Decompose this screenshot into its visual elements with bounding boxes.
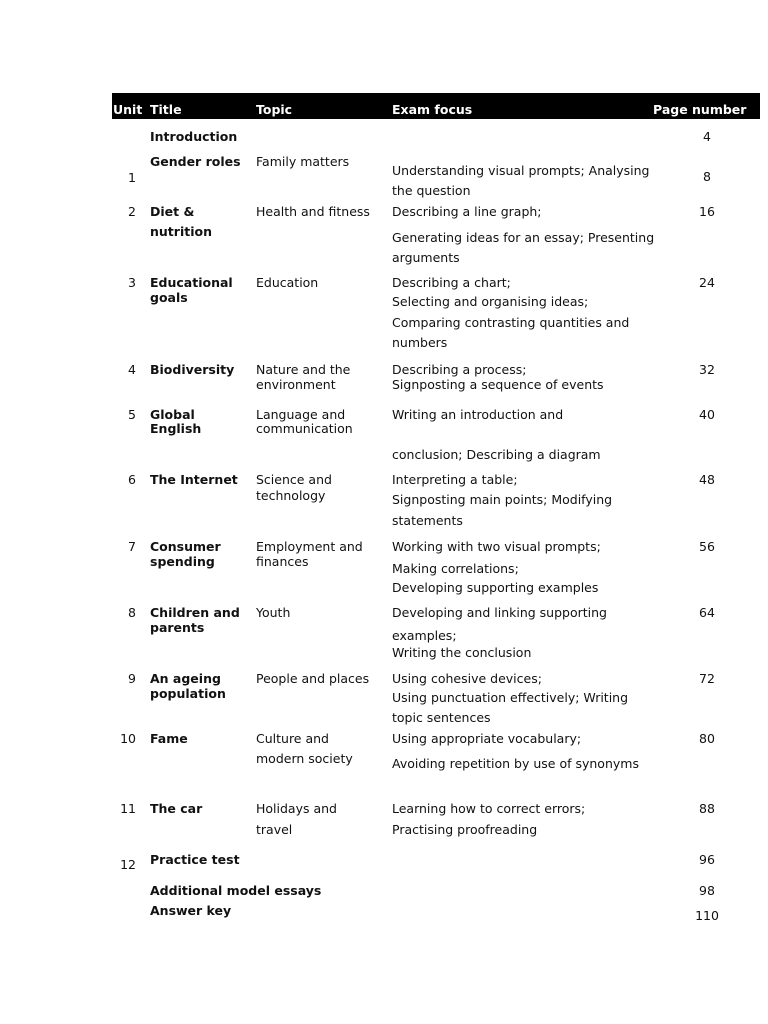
- exam-focus-line: Writing an introduction and: [392, 407, 564, 422]
- exam-focus-line: conclusion; Describing a diagram: [392, 447, 601, 462]
- unit-topic-cont: travel: [256, 822, 293, 837]
- unit-title: Children and: [150, 605, 240, 620]
- exam-focus-line: Describing a line graph;: [392, 204, 542, 219]
- exam-focus-line: Understanding visual prompts; Analysing: [392, 163, 650, 178]
- exam-focus-line: arguments: [392, 250, 460, 265]
- unit-topic: Nature and the: [256, 362, 351, 377]
- unit-number: 11: [120, 801, 136, 816]
- unit-topic-cont: finances: [256, 554, 309, 569]
- unit-number: 4: [128, 362, 136, 377]
- page-number: 88: [699, 801, 715, 816]
- exam-focus-line: Using appropriate vocabulary;: [392, 731, 582, 746]
- unit-title-cont: population: [150, 686, 226, 701]
- unit-number: 7: [128, 539, 136, 554]
- unit-topic: Family matters: [256, 154, 350, 169]
- page-number: 24: [699, 275, 715, 290]
- unit-title-cont: parents: [150, 620, 205, 635]
- unit-title: The car: [150, 801, 203, 816]
- page-number: 80: [699, 731, 715, 746]
- page-number: 98: [699, 883, 715, 898]
- unit-number: 8: [128, 605, 136, 620]
- unit-topic: Science and: [256, 472, 332, 487]
- unit-title-cont: English: [150, 421, 202, 436]
- unit-topic-cont: environment: [256, 377, 336, 392]
- page-number: 40: [699, 407, 715, 422]
- unit-title: Consumer: [150, 539, 221, 554]
- exam-focus-line: Writing the conclusion: [392, 645, 532, 660]
- exam-focus-line: Working with two visual prompts;: [392, 539, 601, 554]
- unit-title: Biodiversity: [150, 362, 235, 377]
- unit-topic: Culture and: [256, 731, 329, 746]
- unit-title-cont: goals: [150, 290, 188, 305]
- unit-number: 3: [128, 275, 136, 290]
- unit-title-cont: nutrition: [150, 224, 212, 239]
- unit-topic: Youth: [256, 605, 291, 620]
- unit-title: The Internet: [150, 472, 238, 487]
- unit-title: Practice test: [150, 852, 240, 867]
- page-number: 64: [699, 605, 715, 620]
- header-exam-focus: Exam focus: [392, 102, 473, 117]
- exam-focus-line: topic sentences: [392, 710, 491, 725]
- exam-focus-line: Describing a chart;: [392, 275, 511, 290]
- unit-topic: Language and: [256, 407, 346, 422]
- unit-title: Diet &: [150, 204, 195, 219]
- unit-title: Introduction: [150, 129, 238, 144]
- unit-title: Additional model essays: [150, 883, 322, 898]
- exam-focus-line: Making correlations;: [392, 561, 519, 576]
- exam-focus-line: Describing a process;: [392, 362, 527, 377]
- unit-title: Global: [150, 407, 195, 422]
- page-number: 4: [703, 129, 711, 144]
- page-number: 96: [699, 852, 715, 867]
- header-unit: Unit: [113, 102, 143, 117]
- exam-focus-line: Learning how to correct errors;: [392, 801, 586, 816]
- unit-topic-cont: modern society: [256, 751, 353, 766]
- exam-focus-line: Interpreting a table;: [392, 472, 518, 487]
- unit-number: 2: [128, 204, 136, 219]
- exam-focus-line: Developing supporting examples: [392, 580, 599, 595]
- unit-topic: Education: [256, 275, 319, 290]
- page-number: 56: [699, 539, 715, 554]
- unit-topic-cont: communication: [256, 421, 353, 436]
- page-number: 48: [699, 472, 715, 487]
- header-topic: Topic: [256, 102, 293, 117]
- unit-number: 10: [120, 731, 136, 746]
- unit-title: An ageing: [150, 671, 221, 686]
- exam-focus-line: the question: [392, 183, 471, 198]
- unit-title: Fame: [150, 731, 188, 746]
- header-page-number: Page number: [653, 102, 747, 117]
- exam-focus-line: Using cohesive devices;: [392, 671, 542, 686]
- exam-focus-line: Avoiding repetition by use of synonyms: [392, 756, 639, 771]
- exam-focus-line: Practising proofreading: [392, 822, 538, 837]
- unit-number: 12: [120, 857, 136, 872]
- unit-topic: Health and fitness: [256, 204, 370, 219]
- unit-topic: Holidays and: [256, 801, 337, 816]
- page-number: 8: [703, 169, 711, 184]
- exam-focus-line: Selecting and organising ideas;: [392, 294, 589, 309]
- exam-focus-line: Signposting main points; Modifying: [392, 492, 613, 507]
- page-number: 110: [695, 908, 719, 923]
- exam-focus-line: examples;: [392, 628, 457, 643]
- exam-focus-line: Signposting a sequence of events: [392, 377, 604, 392]
- unit-number: 9: [128, 671, 136, 686]
- exam-focus-line: Using punctuation effectively; Writing: [392, 690, 629, 705]
- exam-focus-line: Developing and linking supporting: [392, 605, 607, 620]
- unit-number: 6: [128, 472, 136, 487]
- page-number: 32: [699, 362, 715, 377]
- unit-topic: People and places: [256, 671, 370, 686]
- page-number: 72: [699, 671, 715, 686]
- header-title: Title: [150, 102, 182, 117]
- exam-focus-line: numbers: [392, 335, 448, 350]
- unit-title-cont: spending: [150, 554, 215, 569]
- unit-title: Answer key: [150, 903, 232, 918]
- unit-number: 5: [128, 407, 136, 422]
- exam-focus-line: Comparing contrasting quantities and: [392, 315, 630, 330]
- unit-topic: Employment and: [256, 539, 363, 554]
- exam-focus-line: Generating ideas for an essay; Presenting: [392, 230, 655, 245]
- exam-focus-line: statements: [392, 513, 463, 528]
- unit-number: 1: [128, 170, 136, 185]
- unit-title: Gender roles: [150, 154, 241, 169]
- unit-title: Educational: [150, 275, 233, 290]
- unit-topic-cont: technology: [256, 488, 326, 503]
- page-number: 16: [699, 204, 715, 219]
